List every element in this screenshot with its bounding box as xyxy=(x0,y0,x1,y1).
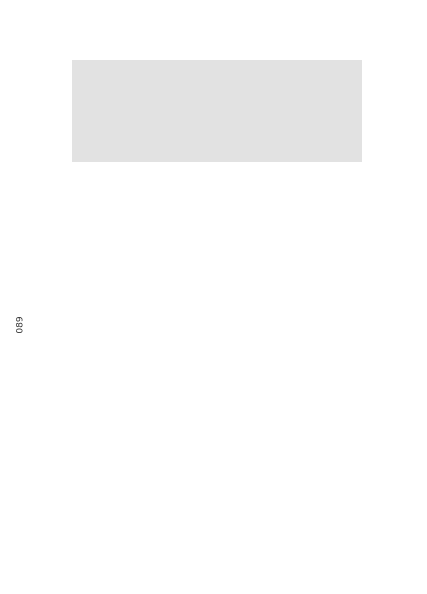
body-column-left xyxy=(66,178,211,496)
body-column-right xyxy=(223,178,368,496)
abstract-box xyxy=(72,60,362,162)
article-body xyxy=(66,178,368,496)
page-number: 089 xyxy=(15,316,26,334)
